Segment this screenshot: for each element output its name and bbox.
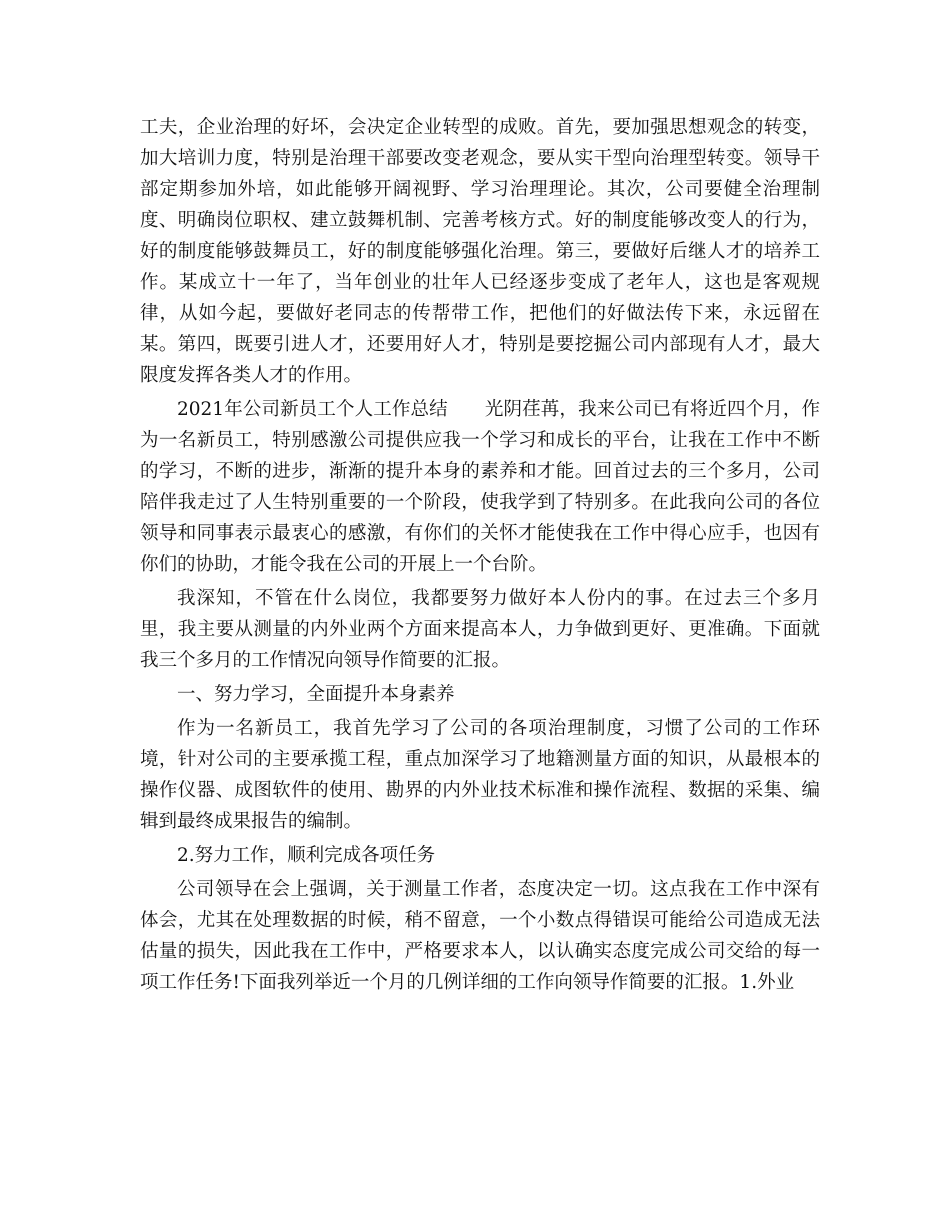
summary-title: 2021年公司新员工个人工作总结	[177, 399, 448, 420]
section-heading-work: 2.努力工作，顺利完成各项任务	[177, 845, 436, 866]
paragraph-summary-intro	[140, 394, 820, 580]
paragraph-study: 作为一名新员工，我首先学习了公司的各项治理制度，习惯了公司的工作环境，针对公司的主要承揽工程，重点加深学习了地籍测量方面的知识，从最根本的操作仪器、成图软件的使用、勘界的内外业技术标准和操作流程、数据的采集、编辑到最终成果报告的编制。	[140, 718, 820, 832]
document-body	[140, 112, 820, 1001]
paragraph-duty: 我深知，不管在什么岗位，我都要努力做好本人份内的事。在过去三个多月里，我主要从测量的内外业两个方面来提高本人，力争做到更好、更准确。下面就我三个多月的工作情况向领导作简要的汇报。	[140, 588, 820, 671]
summary-intro-text: 光阴荏苒，我来公司已有将近四个月，作为一名新员工，特别感激公司提供应我一个学习和成长的平台，让我在工作中不断的学习，不断的进步，渐渐的提升本身的素养和才能。回首过去的三个多月，公司陪伴我走过了人生特别重要的一个阶段，使我学到了特别多。在此我向公司的各位领导和同事表示最衷心的感激，有你们的关怀才能使我在工作中得心应手，也因有你们的协助，才能令我在公司的开展上一个台阶。	[140, 399, 820, 575]
paragraph-work: 公司领导在会上强调，关于测量工作者，态度决定一切。这点我在工作中深有体会，尤其在处理数据的时候，稍不留意，一个小数点得错误可能给公司造成无法估量的损失，因此我在工作中，严格要求本人，以认确实态度完成公司交给的每一项工作任务!下面我列举近一个月的几例详细的工作向领导作简要的汇报。1.外业	[140, 879, 820, 993]
section-heading-study: 一、努力学习，全面提升本身素养	[177, 684, 455, 705]
paragraph-management: 工夫，企业治理的好坏，会决定企业转型的成败。首先，要加强思想观念的转变，加大培训力度，特别是治理干部要改变老观念，要从实干型向治理型转变。领导干部定期参加外培，如此能够开阔视野、学习治理理论。其次，公司要健全治理制度、明确岗位职权、建立鼓舞机制、完善考核方式。好的制度能够改变人的行为，好的制度能够鼓舞员工，好的制度能够强化治理。第三，要做好后继人才的培养工作。某成立十一年了，当年创业的壮年人已经逐步变成了老年人，这也是客观规律，从如今起，要做好老同志的传帮带工作，把他们的好做法传下来，永远留在某。第四，既要引进人才，还要用好人才，特别是要挖掘公司内部现有人才，最大限度发挥各类人才的作用。	[140, 117, 820, 386]
